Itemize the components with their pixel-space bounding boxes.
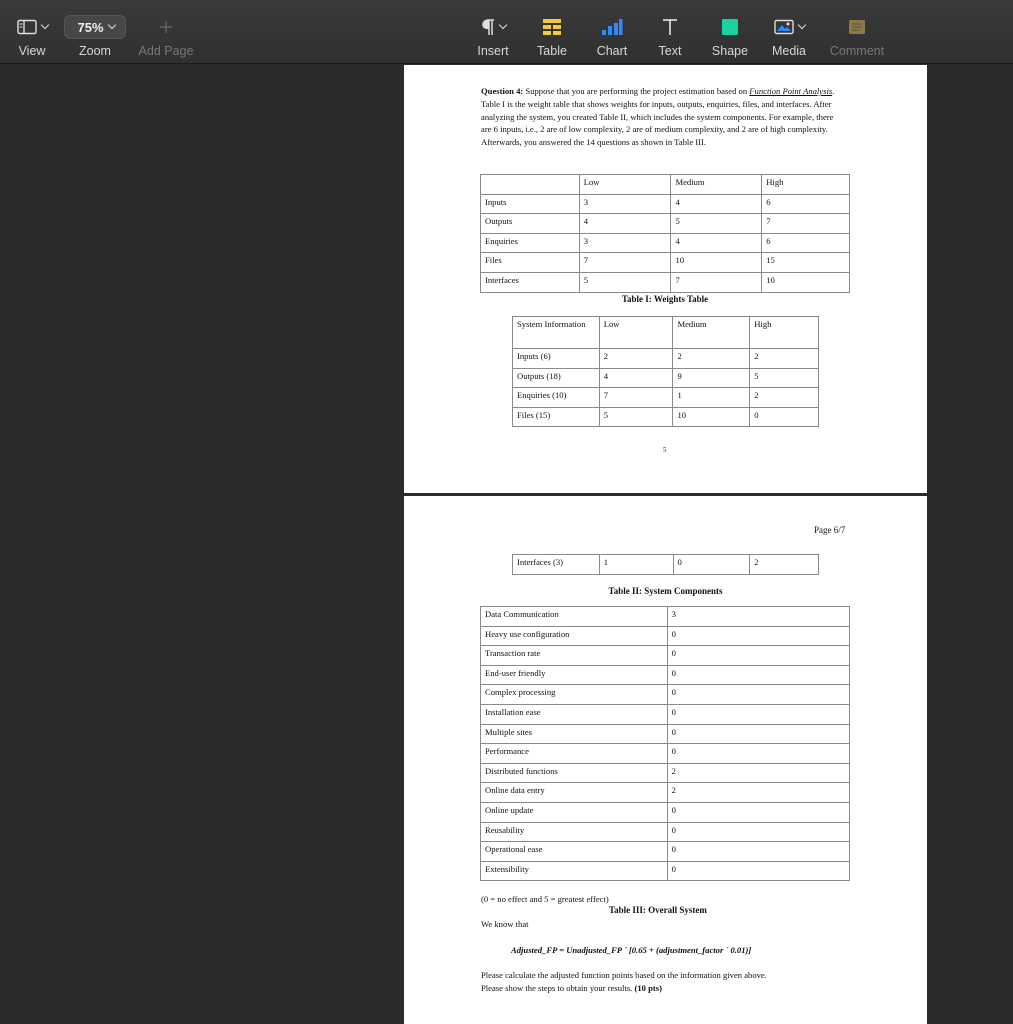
instruction-line2-text: Please show the steps to obtain your results. — [481, 982, 633, 993]
table-cell[interactable]: Reusability — [481, 822, 668, 842]
scale-note: (0 = no effect and 5 = greatest effect) — [481, 894, 609, 904]
media-button[interactable] — [768, 0, 810, 64]
question-text-part1: Suppose that you are performing the project estimation based on — [523, 86, 750, 96]
table-cell[interactable]: 7 — [671, 272, 762, 292]
chart-label: Chart — [596, 44, 628, 58]
toolbar — [0, 0, 1013, 64]
table-cell[interactable]: 5 — [671, 214, 762, 234]
table-header-cell[interactable]: High — [762, 175, 850, 195]
table-row — [481, 646, 850, 666]
table-cell[interactable]: Online data entry — [481, 783, 668, 803]
table-cell[interactable]: 10 — [671, 253, 762, 273]
table-header-cell[interactable]: Low — [579, 175, 671, 195]
table-cell[interactable]: Data Communication — [481, 607, 668, 627]
table-cell[interactable]: Enquiries (10) — [513, 388, 600, 408]
table2-caption: Table II: System Components — [608, 586, 723, 596]
table-row — [481, 272, 850, 292]
table-cell[interactable]: 0 — [667, 802, 849, 822]
weights-table[interactable] — [480, 174, 850, 293]
table-cell[interactable]: Multiple sites — [481, 724, 668, 744]
table-cell[interactable]: 0 — [667, 861, 849, 881]
chart-icon — [601, 18, 623, 36]
table-row — [481, 744, 850, 764]
table-cell[interactable]: Installation ease — [481, 704, 668, 724]
insert-label: Insert — [477, 44, 509, 58]
table-cell[interactable]: 7 — [599, 388, 673, 408]
text-button[interactable] — [652, 0, 688, 64]
media-label: Media — [771, 44, 807, 58]
table-cell[interactable]: 4 — [599, 368, 673, 388]
shape-button[interactable] — [708, 0, 752, 64]
chevron-down-icon — [40, 21, 48, 29]
table-row — [481, 233, 850, 253]
table-cell[interactable]: 2 — [599, 349, 673, 369]
points-label: (10 pts) — [634, 982, 662, 993]
plus-icon — [158, 19, 174, 35]
table-header-row — [513, 317, 819, 349]
table-cell[interactable]: Files (15) — [513, 407, 600, 427]
table-cell[interactable]: 0 — [667, 704, 849, 724]
table-cell[interactable]: Interfaces — [481, 272, 580, 292]
table-cell[interactable]: 0 — [750, 407, 819, 427]
zoom-label: Zoom — [79, 44, 111, 58]
chevron-down-icon — [797, 21, 805, 29]
table-cell[interactable]: 0 — [667, 626, 849, 646]
table-header-cell[interactable] — [481, 175, 580, 195]
chart-button[interactable] — [592, 0, 632, 64]
table-row — [513, 368, 819, 388]
table-header-cell[interactable]: Medium — [671, 175, 762, 195]
table-row — [481, 607, 850, 627]
table-cell[interactable]: Extensibility — [481, 861, 668, 881]
comment-label: Comment — [829, 44, 885, 58]
table-cell[interactable]: 2 — [750, 555, 819, 575]
formula-text: Adjusted_FP = Unadjusted_FP ´ [0.65 + (adjustment_factor ´ 0.01)] — [511, 945, 752, 955]
table-row — [481, 626, 850, 646]
table-cell[interactable]: 5 — [599, 407, 673, 427]
table-row — [481, 194, 850, 214]
table-cell[interactable]: 5 — [579, 272, 671, 292]
media-icon — [774, 19, 794, 35]
view-button[interactable] — [12, 0, 52, 64]
chevron-down-icon — [498, 21, 506, 29]
table-row — [481, 214, 850, 234]
question-text-part2: . Table I is the weight table that shows weights for inputs, outputs, enquiries, files, and interfaces. After analyzing the system, you created Table II, which includes the system components. For example, there are 6 inputs, i.e., 2 are of low complexity, 2 are of medium complexity, and 2 are of high complexity. Afterwards, you answered the 14 questions as shown in Table III. — [481, 86, 835, 148]
we-know-text: We know that — [481, 919, 529, 929]
table-row — [513, 388, 819, 408]
table-button[interactable] — [532, 0, 572, 64]
table-row — [481, 685, 850, 705]
table-cell[interactable]: 0 — [667, 744, 849, 764]
table-row — [513, 555, 819, 575]
table-cell[interactable]: Performance — [481, 744, 668, 764]
add-page-label: Add Page — [138, 44, 194, 58]
add-page-button[interactable] — [136, 0, 196, 64]
shape-label: Shape — [711, 44, 749, 58]
overall-system-table[interactable] — [480, 606, 850, 881]
zoom-select[interactable] — [64, 15, 125, 39]
table-cell[interactable]: 7 — [579, 253, 671, 273]
table-cell[interactable]: 1 — [599, 555, 673, 575]
table-cell[interactable]: Interfaces (3) — [513, 555, 600, 575]
table-icon — [542, 18, 562, 36]
table-cell[interactable]: Heavy use configuration — [481, 626, 668, 646]
insert-button[interactable] — [472, 0, 514, 64]
table-cell[interactable]: 4 — [671, 194, 762, 214]
table-cell[interactable]: Transaction rate — [481, 646, 668, 666]
table1-caption: Table I: Weights Table — [621, 294, 709, 304]
chevron-down-icon — [107, 21, 115, 29]
table-cell[interactable]: 2 — [750, 388, 819, 408]
table-cell[interactable]: 6 — [762, 194, 850, 214]
table-row — [481, 822, 850, 842]
table-cell[interactable]: 5 — [750, 368, 819, 388]
table-cell[interactable]: 3 — [579, 233, 671, 253]
table-cell[interactable]: 2 — [667, 763, 849, 783]
table-row — [513, 349, 819, 369]
table-cell[interactable]: 4 — [671, 233, 762, 253]
table-cell[interactable]: 0 — [667, 685, 849, 705]
table-row — [481, 724, 850, 744]
table-cell[interactable]: 9 — [673, 368, 750, 388]
zoom-value: 75% — [77, 19, 104, 35]
document-page[interactable] — [404, 496, 927, 1024]
table-row — [481, 861, 850, 881]
zoom-control[interactable] — [66, 0, 124, 64]
table-row — [481, 802, 850, 822]
comment-button[interactable] — [826, 0, 888, 64]
table-cell[interactable]: Complex processing — [481, 685, 668, 705]
table-cell[interactable]: 7 — [762, 214, 850, 234]
table-row — [513, 407, 819, 427]
system-components-table[interactable] — [512, 316, 819, 427]
table-cell[interactable]: Enquiries — [481, 233, 580, 253]
table-cell[interactable]: Outputs — [481, 214, 580, 234]
instruction-text — [481, 969, 851, 995]
table-cell[interactable]: 15 — [762, 253, 850, 273]
table-row — [481, 783, 850, 803]
table-cell[interactable]: 0 — [667, 842, 849, 862]
table-cell[interactable]: Inputs — [481, 194, 580, 214]
table-row — [481, 842, 850, 862]
table-cell[interactable]: End-user friendly — [481, 665, 668, 685]
table-header-cell[interactable]: System Information — [513, 317, 600, 349]
function-point-link[interactable]: Function Point Analysis — [749, 86, 833, 96]
view-label: View — [18, 44, 46, 58]
table-header-row — [481, 175, 850, 195]
page-footer-number: 5 — [663, 446, 667, 454]
table-cell[interactable]: 0 — [667, 665, 849, 685]
table-cell[interactable]: 6 — [762, 233, 850, 253]
table-cell[interactable]: 4 — [579, 214, 671, 234]
comment-icon — [848, 19, 866, 35]
table-cell[interactable]: 10 — [673, 407, 750, 427]
document-canvas[interactable] — [0, 65, 1013, 1024]
instruction-line2 — [481, 982, 851, 995]
table-cell[interactable]: 0 — [673, 555, 750, 575]
table3-caption: Table III: Overall System — [609, 905, 707, 915]
table-cell[interactable]: 10 — [762, 272, 850, 292]
table-cell[interactable]: 1 — [673, 388, 750, 408]
paragraph-icon — [481, 18, 495, 36]
table-cell[interactable]: 2 — [667, 783, 849, 803]
table-cell[interactable]: 0 — [667, 646, 849, 666]
table-header-cell[interactable]: Low — [599, 317, 673, 349]
table-cell[interactable]: Files — [481, 253, 580, 273]
table-cell[interactable]: Outputs (18) — [513, 368, 600, 388]
system-components-table-continued[interactable] — [512, 554, 819, 575]
table-cell[interactable]: 0 — [667, 822, 849, 842]
table-label: Table — [537, 44, 567, 58]
table-cell[interactable]: Inputs (6) — [513, 349, 600, 369]
page-label: Page 6/7 — [814, 525, 846, 535]
table-cell[interactable]: 2 — [750, 349, 819, 369]
table-cell[interactable]: 3 — [579, 194, 671, 214]
shape-icon — [722, 19, 738, 35]
table-cell[interactable]: 2 — [673, 349, 750, 369]
table-row — [481, 665, 850, 685]
table-cell[interactable]: 3 — [667, 607, 849, 627]
table-header-cell[interactable]: Medium — [673, 317, 750, 349]
document-page[interactable] — [404, 65, 927, 493]
table-cell[interactable]: Online update — [481, 802, 668, 822]
text-icon — [662, 18, 678, 36]
table-cell[interactable]: Distributed functions — [481, 763, 668, 783]
text-label: Text — [658, 44, 682, 58]
table-row — [481, 763, 850, 783]
table-header-cell[interactable]: High — [750, 317, 819, 349]
table-row — [481, 253, 850, 273]
question-text[interactable] — [481, 85, 846, 149]
question-lead: Question 4: — [481, 86, 524, 96]
sidebar-icon — [17, 19, 37, 35]
table-row — [481, 704, 850, 724]
table-cell[interactable]: Operational ease — [481, 842, 668, 862]
table-cell[interactable]: 0 — [667, 724, 849, 744]
instruction-line1: Please calculate the adjusted function points based on the information given above. — [481, 970, 767, 980]
